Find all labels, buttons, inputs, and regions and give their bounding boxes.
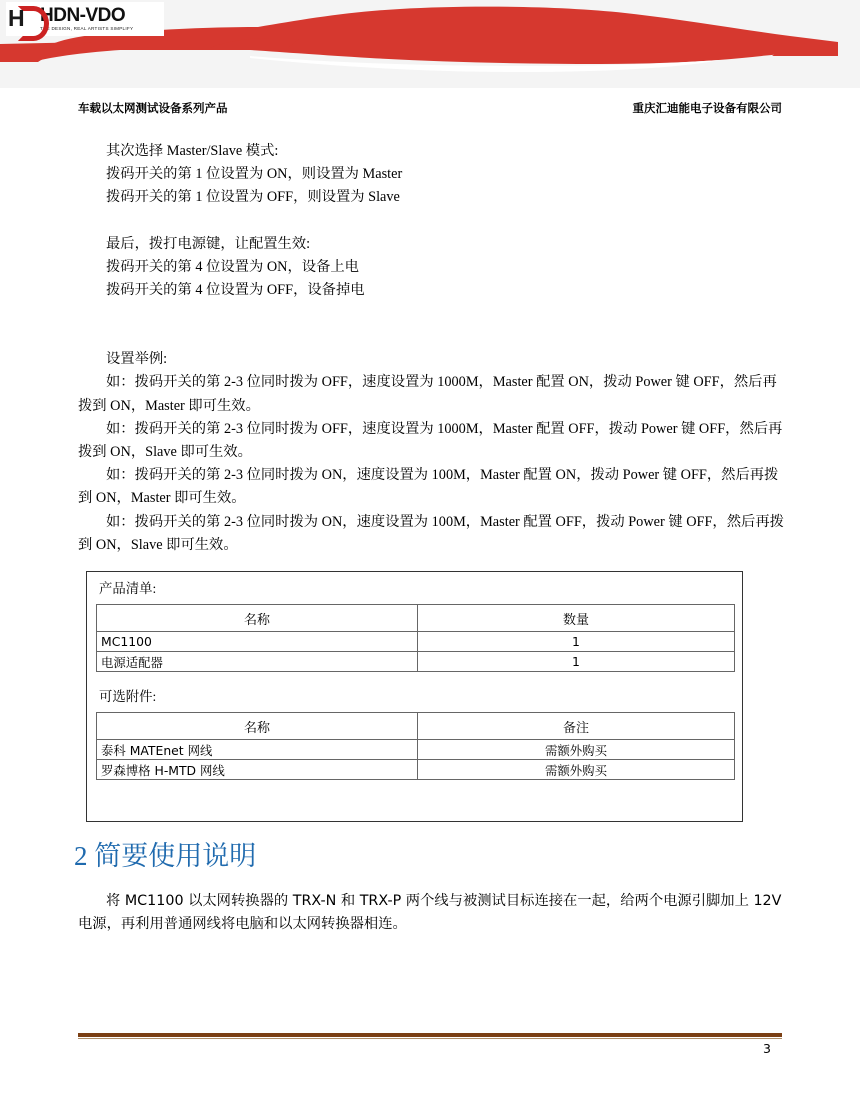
accessory-note-cell: 需额外购买 [418,740,735,760]
master-slave-line-2: 拨码开关的第 1 位设置为 OFF，则设置为 Slave [106,189,400,206]
product-qty-cell: 1 [418,632,735,652]
section-paragraph: 将 MC1100 以太网转换器的 TRX-N 和 TRX-P 两个线与被测试目标连接在一起，给两个电源引脚加上 12V 电源，再利用普通网线将电脑和以太网转换器相连。 [78,893,782,933]
logo-tagline: THE DESIGN, REAL ARTISTS SIMPLIFY [40,26,134,32]
table-row [97,740,735,760]
power-line-2: 拨码开关的第 4 位设置为 OFF，设备掉电 [106,282,365,299]
table-header-row [97,605,735,632]
document-body [78,140,790,557]
section-heading: 2 简要使用说明 [74,841,257,871]
power-line-1: 拨码开关的第 4 位设置为 ON，设备上电 [106,258,359,275]
accessory-name-cell: 罗森博格 H-MTD 网线 [97,760,418,780]
product-name-cell: MC1100 [97,632,418,652]
running-head-left: 车载以太网测试设备系列产品 [78,101,228,115]
running-head-right: 重庆汇迪能电子设备有限公司 [632,101,782,115]
table-header-row [97,713,735,740]
logo-wordmark [40,6,133,32]
power-intro: 最后，拨打电源键，让配置生效: [106,235,311,252]
footer-rule-thin [78,1038,782,1040]
example-3: 如：拨码开关的第 2-3 位同时拨为 ON，速度设置为 100M，Master 配置 ON，拨动 Power 键 OFF，然后再拨到 ON，Master 即可生效。 [78,467,779,507]
logo-letter: H [8,5,24,31]
product-list-header-name: 名称 [97,605,418,632]
table-row [97,632,735,652]
example-1: 如：拨码开关的第 2-3 位同时拨为 OFF，速度设置为 1000M，Master 配置 ON，拨动 Power 键 OFF，然后再拨到 ON，Master 即可生效。 [78,374,777,414]
footer-rule [78,1033,782,1039]
product-list-header-qty: 数量 [418,605,735,632]
accessory-header-name: 名称 [97,713,418,740]
product-name-cell: 电源适配器 [97,652,418,672]
example-4: 如：拨码开关的第 2-3 位同时拨为 ON，速度设置为 100M，Master 配置 OFF，拨动 Power 键 OFF，然后再拨到 ON，Slave 即可生效。 [78,513,784,553]
page-banner [0,0,860,88]
paragraph-spacer [78,302,790,348]
product-list-table [96,604,735,672]
optional-accessories-table [96,712,735,780]
paragraph-spacer [78,210,790,233]
accessory-name-cell: 泰科 MATEnet 网线 [97,740,418,760]
product-qty-cell: 1 [418,652,735,672]
page-number: 3 [763,1041,771,1056]
company-logo [6,2,164,36]
table-row [97,652,735,672]
logo-mark-icon [6,4,40,34]
logo-name: HDN-VDO [40,5,126,27]
master-slave-intro: 其次选择 Master/Slave 模式: [106,143,279,159]
examples-title: 设置举例: [106,351,168,368]
product-list-label: 产品清单: [99,581,157,596]
running-head [78,100,782,116]
accessory-header-note: 备注 [418,713,735,740]
optional-accessories-label: 可选附件: [99,689,157,704]
tables-container [86,571,743,822]
table-row [97,760,735,780]
master-slave-line-1: 拨码开关的第 1 位设置为 ON，则设置为 Master [106,166,403,183]
example-2: 如：拨码开关的第 2-3 位同时拨为 OFF，速度设置为 1000M，Master 配置 OFF，拨动 Power 键 OFF，然后再拨到 ON，Slave 即可生效。 [78,420,783,461]
footer-rule-thick [78,1033,782,1037]
accessory-note-cell: 需额外购买 [418,760,735,780]
